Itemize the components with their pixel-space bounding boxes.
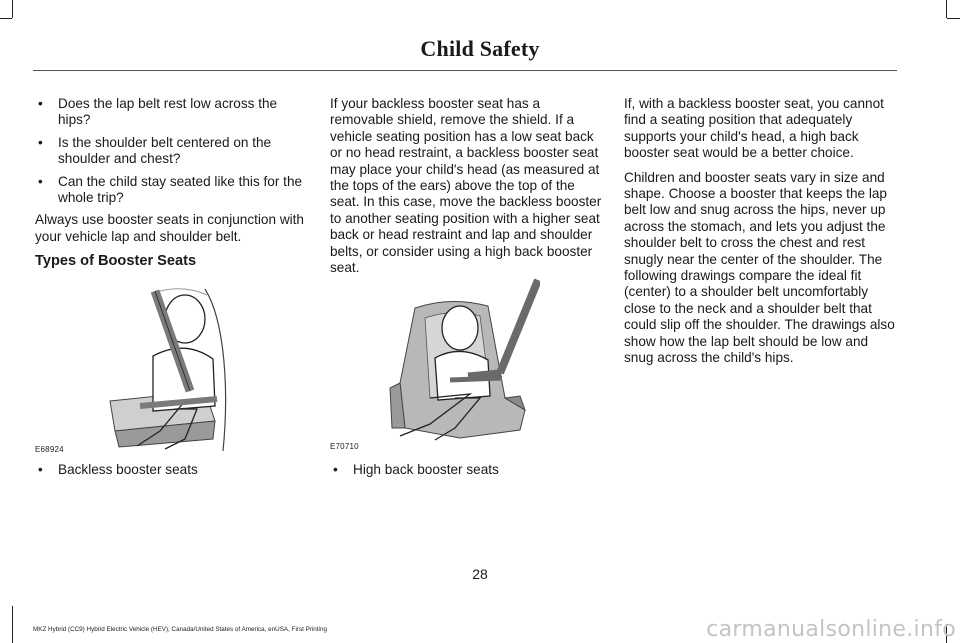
caption-high-back: • High back booster seats xyxy=(330,462,499,477)
backless-booster-illustration xyxy=(35,281,235,456)
checklist xyxy=(35,96,307,206)
caption-backless: • Backless booster seats xyxy=(35,462,198,477)
bullet-item: • Can the child stay seated like this for the whole trip? xyxy=(35,174,307,207)
footer-text: MKZ Hybrid (CC9) Hybrid Electric Vehicle (HEV), Canada/United States of America, enUSA, First Printing xyxy=(33,626,327,633)
fit-paragraph: Children and booster seats vary in size and shape. Choose a booster that keeps the lap belt low and snug across the hips, never up across the stomach, and lets you adjust the shoulder belt to cross the chest and rest snugly near the center of the shoulder. The following drawings compare the ideal fit (center) to a shoulder belt uncomfortably close to the neck and a shoulder belt that could slip off the shoulder. The drawings also show how the lap belt should be low and snug across the child's hips. xyxy=(624,169,895,366)
shield-paragraph: If your backless booster seat has a removable shield, remove the shield. If a vehicle seating position has a low seat back or no head restraint, a backless booster seat may place your child's head (as measured at the tops of the ears) above the top of the seat. In this case, move the backless booster to another seating position with a higher seat back or head restraint and lap and shoulder belts, or consider using a high back booster seat. xyxy=(330,96,602,276)
watermark: carmanualsonline.info xyxy=(706,617,956,642)
high-back-booster-illustration xyxy=(330,278,540,453)
booster-paragraph: Always use booster seats in conjunction with your vehicle lap and shoulder belt. xyxy=(35,212,304,244)
column-middle xyxy=(330,96,602,284)
section-heading: Types of Booster Seats xyxy=(35,253,197,270)
crop-mark-bottom-left-v xyxy=(12,606,13,643)
crop-mark-top-left-v xyxy=(12,0,13,18)
bullet-item: • Is the shoulder belt centered on the shoulder and chest? xyxy=(35,135,307,168)
crop-mark-top-right-v xyxy=(946,0,947,18)
figure-code: E70710 xyxy=(330,442,359,451)
head-support-paragraph: If, with a backless booster seat, you cannot find a seating position that adequately supports your child's head, a high back booster seat would be a better choice. xyxy=(624,96,884,161)
page-number: 28 xyxy=(472,566,488,582)
figure-code: E68924 xyxy=(35,445,64,454)
bullet-item: • Does the lap belt rest low across the hips? xyxy=(35,96,307,129)
page-title: Child Safety xyxy=(420,36,540,61)
header-rule xyxy=(33,70,897,71)
column-right xyxy=(624,96,896,375)
crop-mark-top-left-h xyxy=(0,18,12,19)
crop-mark-top-right-h xyxy=(947,18,960,19)
column-left xyxy=(35,96,307,270)
